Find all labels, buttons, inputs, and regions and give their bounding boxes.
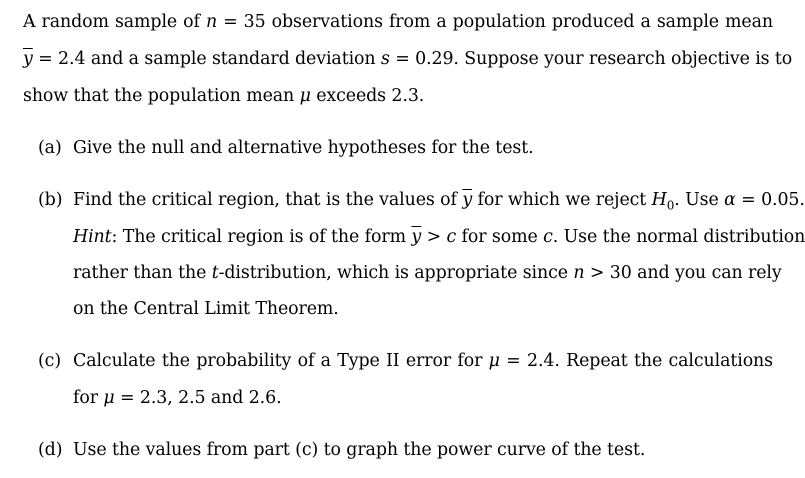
intro-text: = 2.4 and a sample standard deviation [32, 49, 381, 69]
math-mu: μ [488, 351, 500, 371]
math-c: c [543, 227, 553, 247]
part-b-text: = 0.05. [735, 190, 805, 210]
part-b-line-4: on the Central Limit Theorem. [73, 299, 339, 319]
part-d-label: (d) [38, 440, 63, 460]
math-mu: μ [103, 388, 115, 408]
math-n: n [573, 263, 585, 283]
part-b-text: rather than the [73, 263, 212, 283]
intro-text: exceeds 2.3. [310, 86, 425, 106]
part-b-text: -distribution, which is appropriate since [218, 263, 574, 283]
math-h: H [651, 190, 667, 210]
math-mu: μ [299, 86, 311, 106]
part-b-line-3 [73, 262, 782, 284]
part-b-text: for which we reject [472, 190, 652, 210]
intro-line-3 [23, 85, 424, 107]
part-c-text: = 2.3, 2.5 and 2.6. [114, 388, 282, 408]
part-b-text: > 30 and you can rely [584, 263, 782, 283]
math-c: c [446, 227, 457, 247]
intro-text: A random sample of [23, 12, 206, 32]
intro-text: show that the population mean [23, 86, 300, 106]
hint-label: Hint [73, 227, 112, 247]
part-b-text: : The critical region is of the form [111, 227, 412, 247]
part-c-label: (c) [38, 351, 62, 371]
part-b-text: for some [456, 227, 544, 247]
part-a-label: (a) [38, 138, 62, 158]
part-b-line-1 [73, 189, 805, 216]
part-b-text: > [421, 227, 447, 247]
math-alpha: α [724, 190, 736, 210]
math-subscript-0: 0 [666, 198, 675, 213]
math-y-bar: $\overline{y}$ [462, 190, 473, 210]
part-b-text: Find the critical region, that is the values of [73, 190, 463, 210]
part-d-line-1: Use the values from part (c) to graph the power curve of the test. [73, 440, 646, 460]
part-c-line-1 [73, 350, 773, 372]
part-c-text: Calculate the probability of a Type II error for [73, 351, 489, 371]
part-c-text: for [73, 388, 104, 408]
math-s: s [380, 49, 390, 69]
intro-text: = 35 observations from a population produced a sample mean [217, 12, 773, 32]
part-c-line-2 [73, 387, 282, 409]
math-y-bar: $\overline{y}$ [23, 49, 33, 69]
part-b-text: . Use [674, 190, 725, 210]
part-c-text: = 2.4. Repeat the calculations [499, 351, 773, 371]
math-y-bar: $\overline{y}$ [411, 227, 422, 247]
math-t: t [211, 263, 219, 283]
part-a-line-1: Give the null and alternative hypotheses for the test. [73, 138, 534, 158]
intro-line-2 [23, 48, 793, 70]
part-b-label: (b) [38, 190, 63, 210]
intro-text: = 0.29. Suppose your research objective is to [389, 49, 793, 69]
part-b-line-2 [73, 226, 805, 248]
part-b-text: . Use the normal distribution [552, 227, 805, 247]
math-n: n [205, 12, 218, 32]
intro-line-1 [23, 11, 773, 33]
